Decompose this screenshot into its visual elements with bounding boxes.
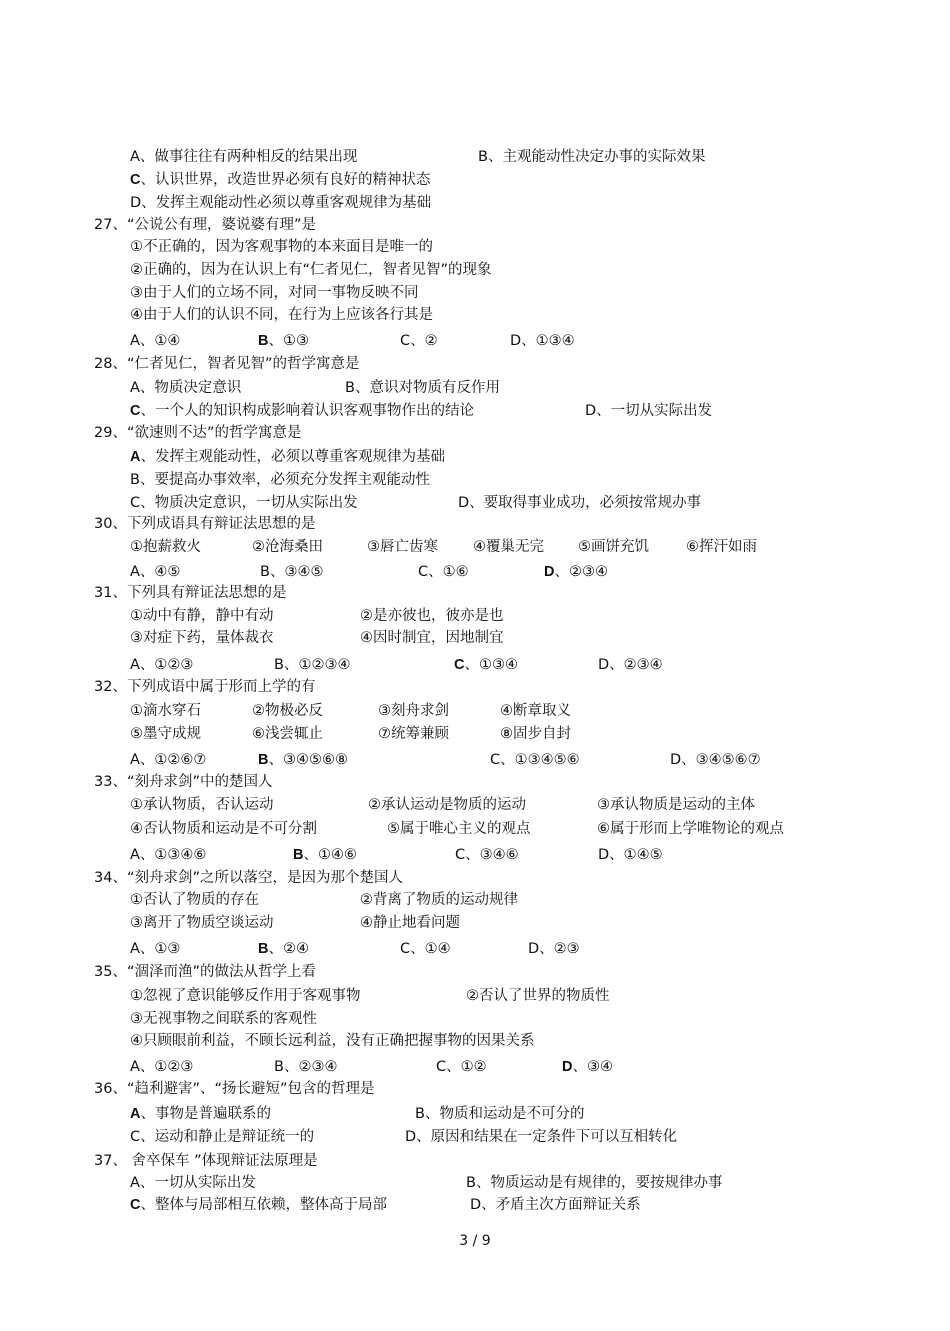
statement-item: ③对症下药，量体裁衣 (130, 630, 274, 646)
answer-option: B、②④ (258, 941, 309, 957)
statement-item: ①忽视了意识能够反作用于客观事物 (130, 988, 361, 1004)
statement-item: ①否认了物质的存在 (130, 892, 259, 908)
option-line: B、物质运动是有规律的，要按规律办事 (466, 1175, 723, 1191)
statement-item: ④由于人们的认识不同，在行为上应该各行其是 (130, 307, 433, 323)
question-stem: 32、下列成语中属于形而上学的有 (94, 679, 316, 695)
option-line: C、运动和静止是辩证统一的 (130, 1129, 315, 1145)
option-line: A、发挥主观能动性，必须以尊重客观规律为基础 (130, 449, 445, 465)
question-stem: 34、“刻舟求剑”之所以落空，是因为那个楚国人 (94, 870, 403, 886)
option-line: A、事物是普遍联系的 (130, 1106, 271, 1122)
answer-option: C、② (400, 333, 438, 349)
statement-item: ⑤墨守成规 (130, 726, 201, 742)
question-stem: 36、“趋利避害”、“扬长避短”包含的哲理是 (94, 1081, 375, 1097)
answer-option: A、①②⑥⑦ (130, 752, 207, 768)
statement-item: ①滴水穿石 (130, 703, 201, 719)
statement-item: ③刻舟求剑 (378, 703, 449, 719)
statement-item: ③承认物质是运动的主体 (597, 797, 755, 813)
question-stem: 28、“仁者见仁，智者见智”的哲学寓意是 (94, 356, 360, 372)
answer-option: B、③④⑤⑥⑧ (258, 752, 348, 768)
statement-item: ②背离了物质的运动规律 (360, 892, 518, 908)
option-line: C、整体与局部相互依赖，整体高于局部 (130, 1197, 387, 1213)
statement-item: ②正确的，因为在认识上有“仁者见仁，智者见智”的现象 (130, 262, 492, 278)
statement-item: ⑤属于唯心主义的观点 (387, 821, 531, 837)
answer-option: C、③④⑥ (455, 847, 519, 863)
option-line: D、要取得事业成功，必须按常规办事 (458, 495, 702, 511)
answer-option: A、①②③ (130, 657, 194, 673)
statement-item: ②物极必反 (252, 703, 323, 719)
answer-option: D、③④⑤⑥⑦ (670, 752, 761, 768)
statement-item: ③唇亡齿寒 (367, 539, 438, 555)
answer-option: D、②③④ (544, 564, 608, 580)
option-line: D、原因和结果在一定条件下可以互相转化 (405, 1129, 678, 1145)
answer-option: A、①②③ (130, 1059, 194, 1075)
option-line: A、物质决定意识 (130, 380, 242, 396)
answer-option: C、①② (436, 1059, 487, 1075)
question-stem: 30、下列成语具有辩证法思想的是 (94, 516, 316, 532)
question-stem: 31、下列具有辩证法思想的是 (94, 585, 287, 601)
question-stem: 29、“欲速则不达”的哲学寓意是 (94, 425, 302, 441)
answer-option: C、①③④⑤⑥ (490, 752, 580, 768)
answer-option: B、①④⑥ (293, 847, 357, 863)
question-stem: 35、“涸泽而渔”的做法从哲学上看 (94, 964, 316, 980)
answer-option: D、②③ (528, 941, 580, 957)
option-line: C、认识世界，改造世界必须有良好的精神状态 (130, 172, 431, 188)
answer-option: A、①④ (130, 333, 181, 349)
statement-item: ③无视事物之间联系的客观性 (130, 1011, 317, 1027)
statement-item: ⑥挥汗如雨 (686, 539, 757, 555)
statement-item: ①不正确的，因为客观事物的本来面目是唯一的 (130, 239, 433, 255)
answer-option: C、①④ (400, 941, 451, 957)
statement-item: ⑥浅尝辄止 (252, 726, 323, 742)
question-stem: 37、 舍卒保车 ”体现辩证法原理是 (94, 1153, 318, 1169)
answer-option: D、②③④ (598, 657, 663, 673)
answer-option: A、①③④⑥ (130, 847, 207, 863)
statement-item: ⑤画饼充饥 (578, 539, 649, 555)
statement-item: ②否认了世界的物质性 (466, 988, 610, 1004)
statement-item: ①承认物质，否认运动 (130, 797, 274, 813)
answer-option: B、③④⑤ (260, 564, 324, 580)
statement-item: ⑧固步自封 (500, 726, 571, 742)
statement-item: ②是亦彼也，彼亦是也 (360, 608, 504, 624)
answer-option: B、②③④ (274, 1059, 338, 1075)
statement-item: ①动中有静，静中有动 (130, 608, 274, 624)
statement-item: ⑦统筹兼顾 (378, 726, 449, 742)
answer-option: D、③④ (562, 1059, 613, 1075)
option-line: D、发挥主观能动性必须以尊重客观规律为基础 (130, 195, 432, 211)
statement-item: ④只顾眼前利益，不顾长远利益，没有正确把握事物的因果关系 (130, 1033, 535, 1049)
statement-item: ②承认运动是物质的运动 (368, 797, 526, 813)
statement-item: ④否认物质和运动是不可分割 (130, 821, 317, 837)
option-line: B、主观能动性决定办事的实际效果 (478, 149, 706, 165)
page-number: 3 / 9 (459, 1233, 491, 1249)
option-line: C、一个人的知识构成影响着认识客观事物作出的结论 (130, 403, 474, 419)
option-line: B、物质和运动是不可分的 (415, 1106, 585, 1122)
option-line: D、一切从实际出发 (585, 403, 713, 419)
answer-option: B、①③ (258, 333, 309, 349)
statement-item: ⑥属于形而上学唯物论的观点 (597, 821, 784, 837)
question-stem: 27、“公说公有理，婆说婆有理”是 (94, 217, 316, 233)
question-stem: 33、“刻舟求剑”中的楚国人 (94, 774, 273, 790)
answer-option: C、①③④ (454, 657, 518, 673)
statement-item: ④静止地看问题 (360, 915, 460, 931)
statement-item: ①抱薪救火 (130, 539, 201, 555)
option-line: B、意识对物质有反作用 (345, 380, 500, 396)
option-line: A、做事往往有两种相反的结果出现 (130, 149, 358, 165)
answer-option: B、①②③④ (274, 657, 351, 673)
option-line: D、矛盾主次方面辩证关系 (470, 1197, 641, 1213)
statement-item: ②沧海桑田 (252, 539, 323, 555)
statement-item: ④覆巢无完 (473, 539, 544, 555)
option-line: B、要提高办事效率，必须充分发挥主观能动性 (130, 472, 430, 488)
answer-option: D、①④⑤ (598, 847, 663, 863)
answer-option: D、①③④ (510, 333, 575, 349)
statement-item: ④因时制宜，因地制宜 (360, 630, 504, 646)
option-line: C、物质决定意识，一切从实际出发 (130, 495, 358, 511)
option-line: A、一切从实际出发 (130, 1175, 256, 1191)
answer-option: C、①⑥ (418, 564, 469, 580)
statement-item: ④断章取义 (500, 703, 571, 719)
statement-item: ③由于人们的立场不同，对同一事物反映不同 (130, 285, 419, 301)
answer-option: A、①③ (130, 941, 181, 957)
statement-item: ③离开了物质空谈运动 (130, 915, 274, 931)
answer-option: A、④⑤ (130, 564, 181, 580)
